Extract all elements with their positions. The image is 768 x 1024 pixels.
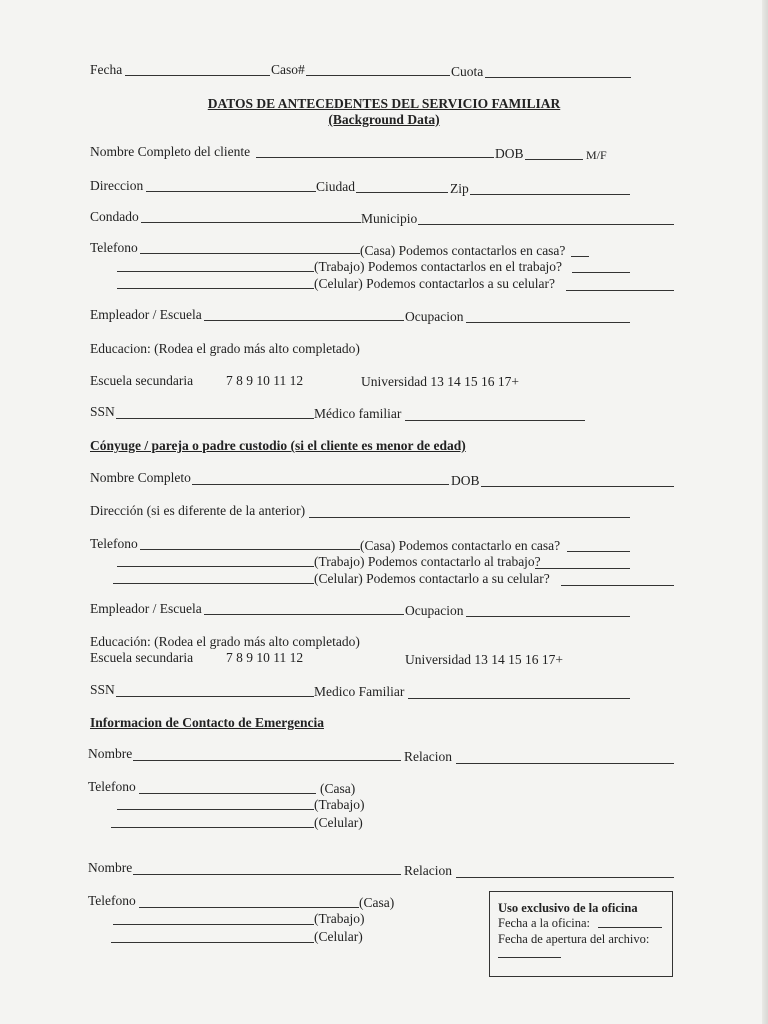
- emergency2-relation-label: Relacion: [404, 863, 452, 878]
- emergency1-relation-field[interactable]: [456, 763, 674, 764]
- client-phone-label: Telefono: [90, 240, 138, 255]
- spouse-occupation-label: Ocupacion: [405, 603, 464, 618]
- client-municipality-label: Municipio: [361, 211, 418, 226]
- spouse-doctor-field[interactable]: [408, 698, 630, 699]
- emergency1-phone-label: Telefono: [88, 779, 136, 794]
- spouse-phone-work-label: (Trabajo) Podemos contactarlo al trabajo?: [314, 554, 541, 569]
- cuota-label: Cuota: [451, 64, 484, 79]
- spouse-doctor-label: Medico Familiar: [314, 684, 405, 699]
- client-phone-cell-label: (Celular) Podemos contactarlos a su celular?: [314, 276, 556, 291]
- spouse-ssn-label: SSN: [90, 682, 115, 697]
- client-city-label: Ciudad: [316, 179, 355, 194]
- client-city-field[interactable]: [356, 192, 448, 193]
- spouse-dob-field[interactable]: [481, 486, 674, 487]
- emergency2-name-field[interactable]: [133, 874, 401, 875]
- client-highschool-grades[interactable]: 7 8 9 10 11 12: [226, 373, 304, 388]
- client-zip-label: Zip: [450, 181, 469, 196]
- client-phone-home-field[interactable]: [140, 253, 360, 254]
- client-zip-field[interactable]: [470, 194, 630, 195]
- client-phone-work-field[interactable]: [117, 271, 314, 272]
- emergency1-name-label: Nombre: [88, 746, 133, 761]
- fecha-label: Fecha: [90, 62, 123, 77]
- spouse-phone-home-field[interactable]: [140, 549, 360, 550]
- form-title: DATOS DE ANTECEDENTES DEL SERVICIO FAMILIAR: [207, 96, 561, 111]
- spouse-section-heading: Cónyuge / pareja o padre custodio (si el cliente es menor de edad): [90, 438, 466, 453]
- office-open-date-field[interactable]: [498, 957, 561, 958]
- fecha-field[interactable]: [125, 75, 270, 76]
- client-highschool-label: Escuela secundaria: [90, 373, 194, 388]
- emergency2-phone-label: Telefono: [88, 893, 136, 908]
- client-phone-work-label: (Trabajo) Podemos contactarlos en el trabajo?: [314, 259, 563, 274]
- office-use-title: Uso exclusivo de la oficina: [498, 901, 638, 915]
- spouse-phone-home-label: (Casa) Podemos contactarlo en casa?: [360, 538, 561, 553]
- emergency2-phone-home-label: (Casa): [359, 895, 395, 910]
- emergency1-phone-home-field[interactable]: [139, 793, 316, 794]
- spouse-name-field[interactable]: [192, 484, 449, 485]
- emergency2-phone-work-field[interactable]: [113, 924, 314, 925]
- emergency2-relation-field[interactable]: [456, 877, 674, 878]
- client-dob-label: DOB: [495, 146, 524, 161]
- client-education-label: Educacion: (Rodea el grado más alto completado): [90, 341, 360, 356]
- spouse-employer-label: Empleador / Escuela: [90, 601, 202, 616]
- spouse-employer-field[interactable]: [204, 614, 404, 615]
- office-open-date-label: Fecha de apertura del archivo:: [498, 932, 650, 946]
- emergency1-phone-work-label: (Trabajo): [314, 797, 365, 812]
- client-mf-label: M/F: [586, 148, 607, 162]
- client-contact-home-field[interactable]: [571, 256, 589, 257]
- spouse-address-field[interactable]: [309, 517, 630, 518]
- spouse-phone-cell-label: (Celular) Podemos contactarlo a su celular?: [314, 571, 550, 586]
- client-employer-label: Empleador / Escuela: [90, 307, 202, 322]
- client-contact-cell-field[interactable]: [566, 290, 674, 291]
- emergency1-phone-work-field[interactable]: [117, 809, 314, 810]
- client-ssn-field[interactable]: [116, 418, 314, 419]
- client-occupation-field[interactable]: [466, 322, 630, 323]
- emergency2-phone-work-label: (Trabajo): [314, 911, 365, 926]
- client-doctor-label: Médico familiar: [314, 406, 402, 421]
- form-subtitle: (Background Data): [328, 112, 440, 127]
- client-employer-field[interactable]: [204, 320, 404, 321]
- spouse-highschool-label: Escuela secundaria: [90, 650, 194, 665]
- emergency1-phone-home-label: (Casa): [320, 781, 356, 796]
- client-university-grades[interactable]: Universidad 13 14 15 16 17+: [361, 374, 519, 389]
- spouse-phone-label: Telefono: [90, 536, 138, 551]
- client-doctor-field[interactable]: [405, 420, 585, 421]
- emergency1-phone-cell-label: (Celular): [314, 815, 363, 830]
- emergency2-phone-home-field[interactable]: [139, 907, 359, 908]
- spouse-ssn-field[interactable]: [116, 696, 314, 697]
- spouse-contact-work-field[interactable]: [535, 568, 630, 569]
- emergency2-phone-cell-label: (Celular): [314, 929, 363, 944]
- emergency1-phone-cell-field[interactable]: [111, 827, 314, 828]
- spouse-dob-label: DOB: [451, 473, 480, 488]
- spouse-phone-cell-field[interactable]: [113, 583, 314, 584]
- emergency-section-heading: Informacion de Contacto de Emergencia: [90, 715, 324, 730]
- client-municipality-field[interactable]: [418, 224, 674, 225]
- cuota-field[interactable]: [485, 77, 631, 78]
- spouse-contact-home-field[interactable]: [567, 551, 630, 552]
- emergency2-phone-cell-field[interactable]: [111, 942, 314, 943]
- client-occupation-label: Ocupacion: [405, 309, 464, 324]
- client-contact-work-field[interactable]: [572, 272, 630, 273]
- spouse-contact-cell-field[interactable]: [561, 585, 674, 586]
- spouse-university-grades[interactable]: Universidad 13 14 15 16 17+: [405, 652, 563, 667]
- client-county-field[interactable]: [141, 222, 361, 223]
- spouse-phone-work-field[interactable]: [117, 566, 314, 567]
- client-name-field[interactable]: [256, 157, 494, 158]
- caso-label: Caso#: [271, 62, 305, 77]
- spouse-name-label: Nombre Completo: [90, 470, 191, 485]
- emergency1-relation-label: Relacion: [404, 749, 452, 764]
- emergency2-name-label: Nombre: [88, 860, 133, 875]
- client-phone-cell-field[interactable]: [117, 288, 314, 289]
- client-address-label: Direccion: [90, 178, 144, 193]
- client-ssn-label: SSN: [90, 404, 115, 419]
- client-phone-home-label: (Casa) Podemos contactarlos en casa?: [360, 243, 566, 258]
- spouse-occupation-field[interactable]: [466, 616, 630, 617]
- client-name-label: Nombre Completo del cliente: [90, 144, 251, 159]
- client-address-field[interactable]: [146, 191, 316, 192]
- scan-edge: [762, 0, 768, 1024]
- spouse-address-label: Dirección (si es diferente de la anterior): [90, 503, 306, 518]
- client-county-label: Condado: [90, 209, 139, 224]
- caso-field[interactable]: [306, 75, 450, 76]
- office-date-field[interactable]: [598, 927, 662, 928]
- client-dob-field[interactable]: [525, 159, 583, 160]
- spouse-education-label: Educación: (Rodea el grado más alto completado): [90, 634, 360, 649]
- spouse-highschool-grades[interactable]: 7 8 9 10 11 12: [226, 650, 304, 665]
- office-date-label: Fecha a la oficina:: [498, 916, 590, 930]
- emergency1-name-field[interactable]: [133, 760, 401, 761]
